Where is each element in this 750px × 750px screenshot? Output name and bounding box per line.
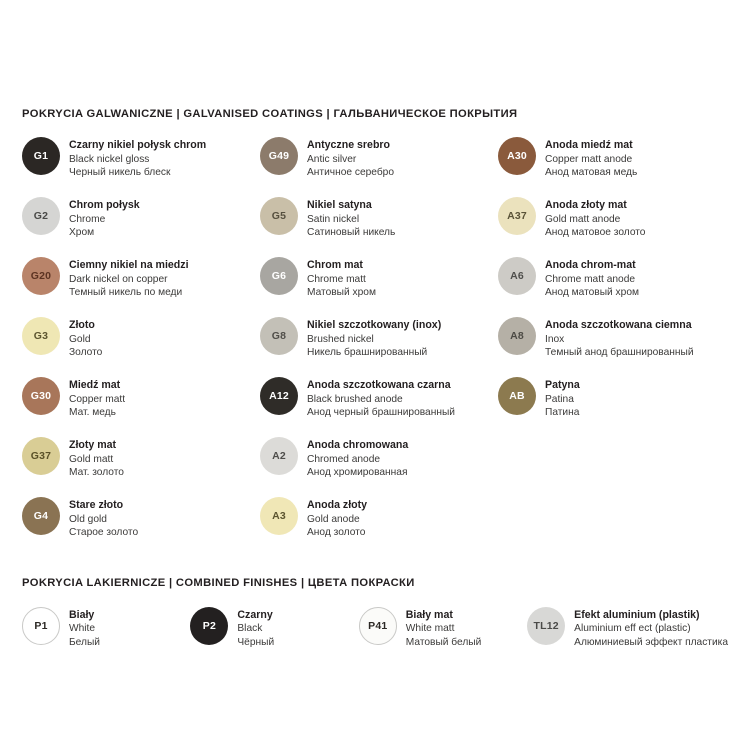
label-en: Inox	[545, 333, 565, 345]
list-item[interactable]	[527, 605, 728, 657]
color-swatch: AB	[498, 377, 536, 415]
label-pl: Nikiel szczotkowany (inox)	[307, 319, 442, 332]
label-en: Copper matt	[69, 393, 126, 405]
label-en: Chromed anode	[307, 453, 381, 465]
list-item-labels	[69, 197, 140, 239]
label-en: Chrome	[69, 213, 106, 225]
label-ru: Сатиновый никель	[307, 227, 396, 239]
label-ru: Античное серебро	[307, 167, 395, 179]
label-ru: Мат. золото	[69, 467, 124, 479]
list-item[interactable]	[260, 435, 490, 495]
list-item-labels	[574, 607, 728, 649]
label-ru: Золото	[69, 347, 103, 359]
list-item[interactable]	[22, 255, 252, 315]
label-ru: Анод черный брашнированный	[307, 407, 455, 419]
label-en: Chrome matt anode	[545, 273, 636, 285]
label-ru: Хром	[69, 227, 95, 239]
label-ru: Мат. медь	[69, 407, 116, 419]
label-ru: Анод хромированная	[307, 467, 408, 479]
color-swatch: G4	[22, 497, 60, 535]
list-item[interactable]	[498, 255, 728, 315]
color-swatch: A37	[498, 197, 536, 235]
color-swatch: A12	[260, 377, 298, 415]
color-swatch: A6	[498, 257, 536, 295]
label-en: Black	[237, 622, 263, 634]
label-en: Chrome matt	[307, 273, 366, 285]
list-item-labels	[545, 137, 637, 179]
list-item[interactable]	[260, 135, 490, 195]
label-pl: Stare złoto	[69, 499, 124, 512]
label-pl: Złoty mat	[69, 439, 117, 452]
color-swatch: G1	[22, 137, 60, 175]
label-en: Patina	[545, 393, 574, 405]
label-pl: Chrom połysk	[69, 199, 140, 212]
label-pl: Czarny	[237, 608, 273, 621]
color-swatch: G20	[22, 257, 60, 295]
list-item-labels	[545, 377, 580, 419]
label-pl: Złoto	[69, 319, 95, 332]
color-swatch: A2	[260, 437, 298, 475]
list-item-labels	[69, 607, 100, 649]
list-item-labels	[307, 497, 367, 539]
label-ru: Анод матовое золото	[545, 227, 646, 239]
label-pl: Anoda miedź mat	[545, 139, 633, 152]
list-item[interactable]	[22, 375, 252, 435]
list-item[interactable]	[498, 315, 728, 375]
label-en: Brushed nickel	[307, 333, 374, 345]
color-swatch: G30	[22, 377, 60, 415]
list-item-labels	[545, 317, 694, 359]
list-item-labels	[69, 437, 124, 479]
color-swatch: G8	[260, 317, 298, 355]
section-combined-finishes	[22, 577, 728, 656]
label-ru: Чёрный	[237, 636, 275, 648]
list-item[interactable]	[22, 195, 252, 255]
label-pl: Patyna	[545, 379, 580, 392]
list-item-labels	[406, 607, 482, 649]
list-item-labels	[545, 257, 639, 299]
list-item[interactable]	[498, 195, 728, 255]
list-item-labels	[307, 377, 455, 419]
combined-grid	[22, 605, 728, 657]
section-galvanised-coatings	[22, 108, 728, 555]
list-item[interactable]	[22, 315, 252, 375]
label-pl: Ciemny nikiel na miedzi	[69, 259, 189, 272]
label-en: Black nickel gloss	[69, 153, 150, 165]
list-item[interactable]	[359, 605, 521, 657]
list-item-labels	[69, 497, 138, 539]
label-en: White	[69, 622, 96, 634]
label-pl: Anoda szczotkowana czarna	[307, 379, 451, 392]
label-pl: Antyczne srebro	[307, 139, 391, 152]
list-item-labels	[69, 257, 189, 299]
label-en: White matt	[405, 622, 455, 634]
color-swatch: A8	[498, 317, 536, 355]
list-item-labels	[307, 197, 395, 239]
label-pl: Biały	[69, 608, 95, 621]
label-pl: Chrom mat	[307, 259, 363, 272]
label-ru: Никель брашнированный	[307, 347, 428, 359]
label-en: Aluminium eff ect (plastic)	[574, 622, 691, 634]
list-item[interactable]	[22, 435, 252, 495]
label-ru: Черный никель блеск	[69, 167, 171, 179]
color-swatch: G49	[260, 137, 298, 175]
color-swatch: P1	[22, 607, 60, 645]
list-item-labels	[307, 137, 394, 179]
list-item-labels	[307, 437, 408, 479]
label-en: Antic silver	[307, 153, 357, 165]
label-pl: Anoda złoty	[307, 499, 368, 512]
color-swatch: TL12	[527, 607, 565, 645]
label-ru: Анод золото	[307, 527, 366, 539]
list-item-empty	[498, 495, 728, 555]
label-ru: Алюминиевый эффект пластика	[574, 636, 728, 648]
section-title-galvanised: POKRYCIA GALWANICZNE | GALVANISED COATINGS | ГАЛЬВАНИЧЕСКОЕ ПОКРЫТИЯ	[22, 108, 518, 120]
list-item[interactable]	[260, 375, 490, 435]
color-swatch: G6	[260, 257, 298, 295]
label-ru: Анод матовый хром	[545, 287, 639, 299]
label-en: Satin nickel	[307, 213, 360, 225]
label-pl: Miedź mat	[69, 379, 121, 392]
label-ru: Матовый хром	[307, 287, 376, 299]
color-swatch: P41	[359, 607, 397, 645]
list-item-labels	[307, 257, 376, 299]
list-item[interactable]	[190, 605, 352, 657]
list-item[interactable]	[260, 255, 490, 315]
label-en: Dark nickel on copper	[69, 273, 168, 285]
color-swatch: A30	[498, 137, 536, 175]
color-swatch: G3	[22, 317, 60, 355]
label-en: Gold matt anode	[545, 213, 621, 225]
color-swatch: G37	[22, 437, 60, 475]
label-pl: Efekt aluminium (plastik)	[574, 608, 700, 621]
list-item-labels	[545, 197, 645, 239]
label-ru: Матовый белый	[405, 636, 482, 648]
galvanised-grid	[22, 135, 728, 555]
section-title-combined: POKRYCIA LAKIERNICZE | COMBINED FINISHES | ЦВЕТА ПОКРАСКИ	[22, 577, 415, 590]
label-ru: Патина	[545, 407, 580, 419]
list-item-labels	[69, 377, 125, 419]
color-swatch: A3	[260, 497, 298, 535]
label-ru: Темный никель по меди	[69, 287, 183, 299]
list-item-empty	[498, 435, 728, 495]
label-en: Gold	[69, 333, 91, 345]
label-ru: Анод матовая медь	[545, 167, 638, 179]
label-ru: Темный анод брашнированный	[545, 347, 694, 359]
list-item-labels	[69, 317, 102, 359]
label-pl: Nikiel satyna	[307, 199, 372, 212]
label-pl: Anoda szczotkowana ciemna	[545, 319, 692, 332]
list-item-labels	[307, 317, 441, 359]
list-item[interactable]	[498, 375, 728, 435]
label-ru: Старое золото	[69, 527, 139, 539]
label-pl: Anoda chrom-mat	[545, 259, 636, 272]
label-en: Copper matt anode	[545, 153, 633, 165]
list-item[interactable]	[260, 195, 490, 255]
color-swatch: P2	[190, 607, 228, 645]
list-item[interactable]	[22, 605, 184, 657]
list-item[interactable]	[260, 495, 490, 555]
list-item[interactable]	[498, 135, 728, 195]
label-en: Gold matt	[69, 453, 114, 465]
label-pl: Czarny nikiel połysk chrom	[69, 139, 207, 152]
list-item-labels	[237, 607, 274, 649]
list-item[interactable]	[260, 315, 490, 375]
label-ru: Белый	[69, 636, 100, 648]
label-pl: Anoda chromowana	[307, 439, 409, 452]
list-item[interactable]	[22, 135, 252, 195]
label-en: Old gold	[69, 513, 107, 525]
color-swatch: G5	[260, 197, 298, 235]
label-en: Gold anode	[307, 513, 360, 525]
label-en: Black brushed anode	[307, 393, 403, 405]
list-item-labels	[69, 137, 206, 179]
color-swatch: G2	[22, 197, 60, 235]
label-pl: Biały mat	[405, 608, 453, 621]
label-pl: Anoda złoty mat	[545, 199, 627, 212]
list-item[interactable]	[22, 495, 252, 555]
